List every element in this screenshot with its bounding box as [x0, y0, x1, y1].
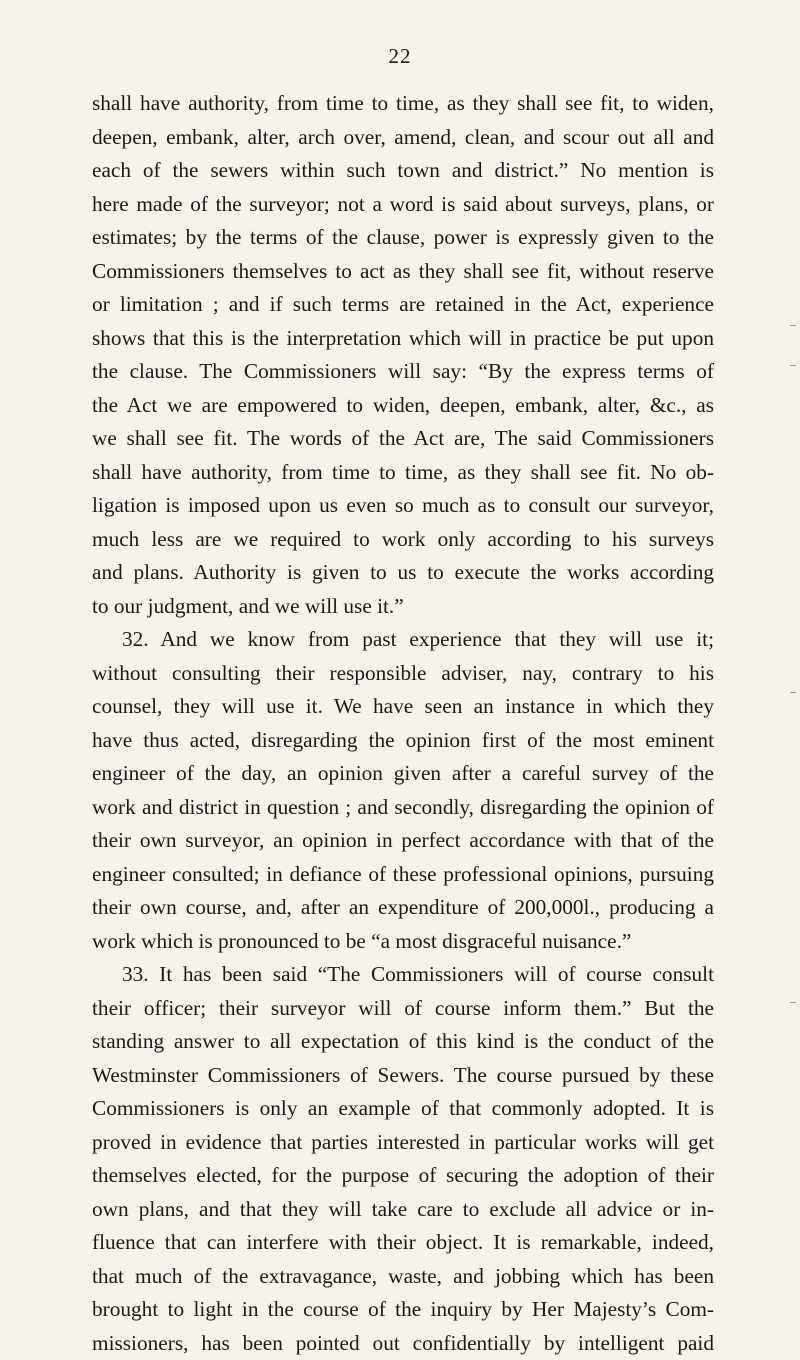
text-line: the Act we are empowered to widen, deepen, embank, alter, &c., as — [92, 389, 714, 423]
text-line: to our judgment, and we will use it.” — [92, 590, 714, 624]
text-line: that much of the extravagance, waste, and jobbing which has been — [92, 1260, 714, 1294]
text-line: themselves elected, for the purpose of securing the adoption of their — [92, 1159, 714, 1193]
text-line: much less are we required to work only according to his surveys — [92, 523, 714, 557]
page-number: 22 — [0, 44, 800, 69]
text-line: or limitation ; and if such terms are retained in the Act, experience — [92, 288, 714, 322]
text-line: shows that this is the interpretation which will in practice be put upon — [92, 322, 714, 356]
body-text — [92, 87, 714, 1360]
margin-mark — [790, 1002, 796, 1003]
text-line: counsel, they will use it. We have seen an instance in which they — [92, 690, 714, 724]
text-line: their own surveyor, an opinion in perfect accordance with that of the — [92, 824, 714, 858]
text-line: work which is pronounced to be “a most disgraceful nuisance.” — [92, 925, 714, 959]
text-line: Commissioners themselves to act as they shall see fit, without reserve — [92, 255, 714, 289]
text-line: have thus acted, disregarding the opinion first of the most eminent — [92, 724, 714, 758]
text-line: shall have authority, from time to time, as they shall see fit, to widen, — [92, 87, 714, 121]
margin-mark — [790, 325, 796, 326]
text-line: brought to light in the course of the inquiry by Her Majesty’s Com- — [92, 1293, 714, 1327]
text-line: we shall see fit. The words of the Act are, The said Commissioners — [92, 422, 714, 456]
text-line: without consulting their responsible adviser, nay, contrary to his — [92, 657, 714, 691]
text-line: ligation is imposed upon us even so much as to consult our surveyor, — [92, 489, 714, 523]
text-line: proved in evidence that parties interested in particular works will get — [92, 1126, 714, 1160]
text-line: Westminster Commissioners of Sewers. The course pursued by these — [92, 1059, 714, 1093]
margin-mark — [790, 365, 796, 366]
paragraph-32-start: 32. And we know from past experience that they will use it; — [92, 623, 714, 657]
text-line: deepen, embank, alter, arch over, amend, clean, and scour out all and — [92, 121, 714, 155]
text-line: their own course, and, after an expenditure of 200,000l., producing a — [92, 891, 714, 925]
text-line: fluence that can interfere with their object. It is remarkable, indeed, — [92, 1226, 714, 1260]
text-line: standing answer to all expectation of this kind is the conduct of the — [92, 1025, 714, 1059]
paragraph-33-start: 33. It has been said “The Commissioners will of course consult — [92, 958, 714, 992]
text-line: engineer of the day, an opinion given after a careful survey of the — [92, 757, 714, 791]
text-line: missioners, has been pointed out confidentially by intelligent paid — [92, 1327, 714, 1360]
text-line: own plans, and that they will take care to exclude all advice or in- — [92, 1193, 714, 1227]
text-line: each of the sewers within such town and district.” No mention is — [92, 154, 714, 188]
text-line: shall have authority, from time to time, as they shall see fit. No ob- — [92, 456, 714, 490]
text-line: the clause. The Commissioners will say: “By the express terms of — [92, 355, 714, 389]
margin-mark — [790, 692, 796, 693]
text-line: their officer; their surveyor will of course inform them.” But the — [92, 992, 714, 1026]
text-line: Commissioners is only an example of that commonly adopted. It is — [92, 1092, 714, 1126]
text-line: engineer consulted; in defiance of these professional opinions, pursuing — [92, 858, 714, 892]
text-line: estimates; by the terms of the clause, power is expressly given to the — [92, 221, 714, 255]
text-line: work and district in question ; and secondly, disregarding the opinion of — [92, 791, 714, 825]
text-line: and plans. Authority is given to us to execute the works according — [92, 556, 714, 590]
text-line: here made of the surveyor; not a word is said about surveys, plans, or — [92, 188, 714, 222]
